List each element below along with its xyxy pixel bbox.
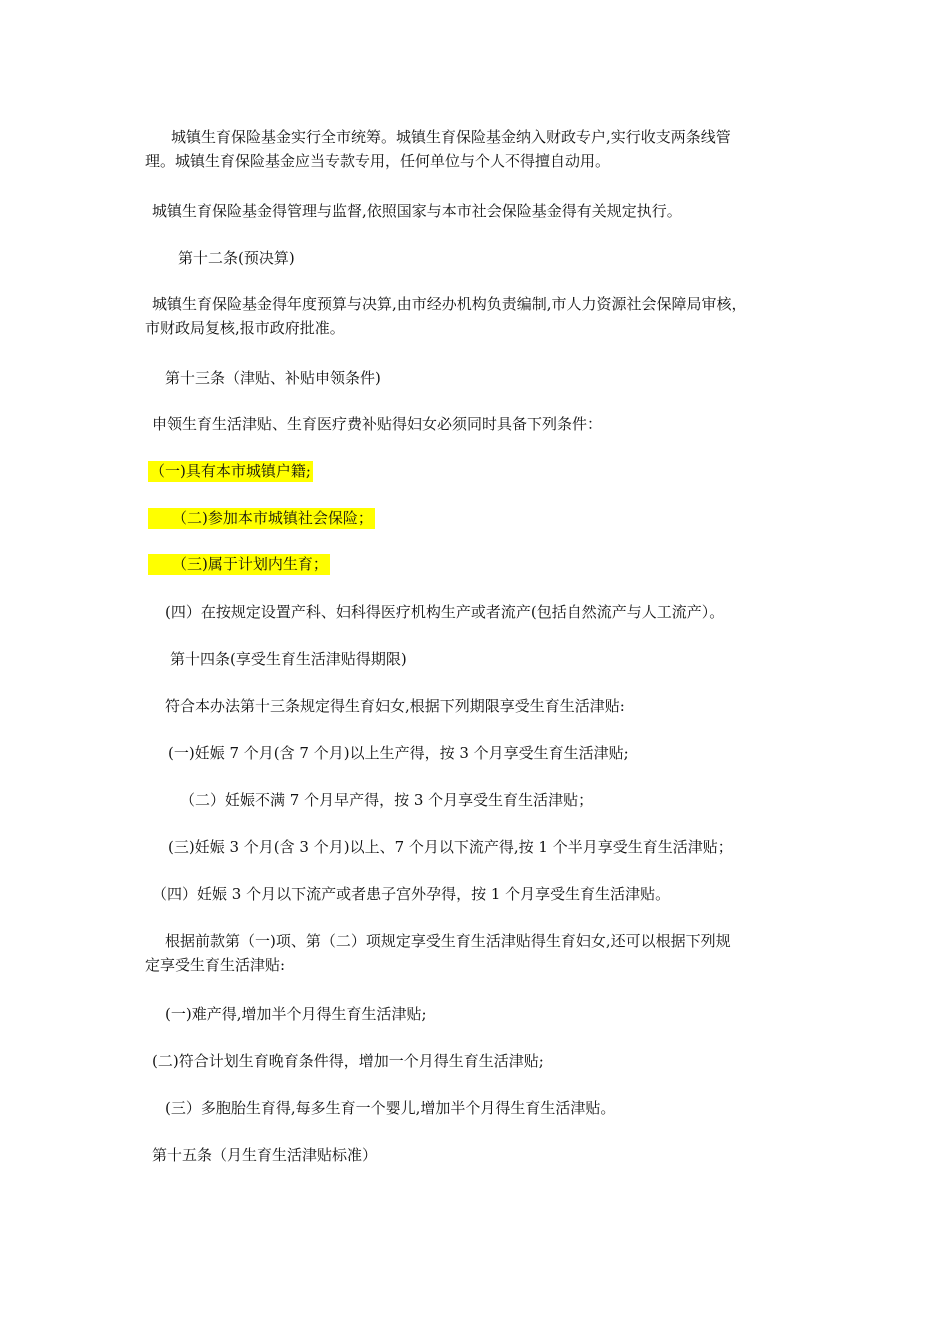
condition-item-1 (148, 459, 313, 483)
paragraph-fund-supervision: 城镇生育保险基金得管理与监督,依照国家与本市社会保险基金得有关规定执行。 (152, 202, 682, 220)
paragraph-line: 理。城镇生育保险基金应当专款专用，任何单位与个人不得擅自动用。 (145, 152, 611, 170)
paragraph-extension (145, 929, 731, 977)
condition-item-4: (四）在按规定设置产科、妇科得医疗机构生产或者流产(包括自然流产与人工流产）。 (165, 603, 725, 621)
extension-item-3: (三）多胞胎生育得,每多生育一个婴儿,增加半个月得生育生活津贴。 (165, 1099, 616, 1117)
extension-item-1: (一)难产得,增加半个月得生育生活津贴; (165, 1005, 427, 1023)
period-item-3: (三)妊娠 3 个月(含 3 个月)以上、7 个月以下流产得,按 1 个半月享受生育生活津贴； (168, 838, 733, 856)
period-item-2: （二）妊娠不满 7 个月早产得，按 3 个月享受生育生活津贴； (180, 791, 594, 809)
period-item-1: (一)妊娠 7 个月(含 7 个月)以上生产得，按 3 个月享受生育生活津贴; (168, 744, 629, 762)
article-12-heading: 第十二条(预决算) (178, 249, 295, 267)
paragraph-conditions-intro: 申领生育生活津贴、生育医疗费补贴得妇女必须同时具备下列条件： (152, 415, 603, 433)
paragraph-line: 城镇生育保险基金得年度预算与决算,由市经办机构负责编制,市人力资源社会保障局审核， (152, 295, 747, 313)
paragraph-line: 根据前款第（一)项、第（二）项规定享受生育生活津贴得生育妇女,还可以根据下列规 (165, 932, 731, 950)
period-item-4: （四）妊娠 3 个月以下流产或者患子宫外孕得，按 1 个月享受生育生活津贴。 (152, 885, 671, 903)
article-13-heading: 第十三条（津贴、补贴申领条件) (165, 369, 381, 387)
article-14-heading: 第十四条(享受生育生活津贴得期限) (170, 650, 407, 668)
extension-item-2: (二)符合计划生育晚育条件得，增加一个月得生育生活津贴; (152, 1052, 544, 1070)
paragraph-line: 城镇生育保险基金实行全市统筹。城镇生育保险基金纳入财政专户,实行收支两条线管 (171, 128, 731, 146)
condition-item-2 (148, 506, 375, 530)
paragraph-line: 市财政局复核,报市政府批准。 (145, 319, 345, 337)
condition-item-3 (148, 552, 330, 576)
highlighted-text: （三)属于计划内生育； (148, 554, 330, 575)
highlighted-text: （二)参加本市城镇社会保险； (148, 508, 375, 529)
highlighted-text: （一)具有本市城镇户籍; (150, 462, 311, 480)
paragraph-fund-pooling (145, 125, 731, 173)
paragraph-line: 定享受生育生活津贴: (145, 956, 286, 974)
article-15-heading: 第十五条（月生育生活津贴标准） (152, 1146, 378, 1164)
paragraph-budget (145, 292, 747, 340)
paragraph-period-intro: 符合本办法第十三条规定得生育妇女,根据下列期限享受生育生活津贴: (165, 697, 625, 715)
